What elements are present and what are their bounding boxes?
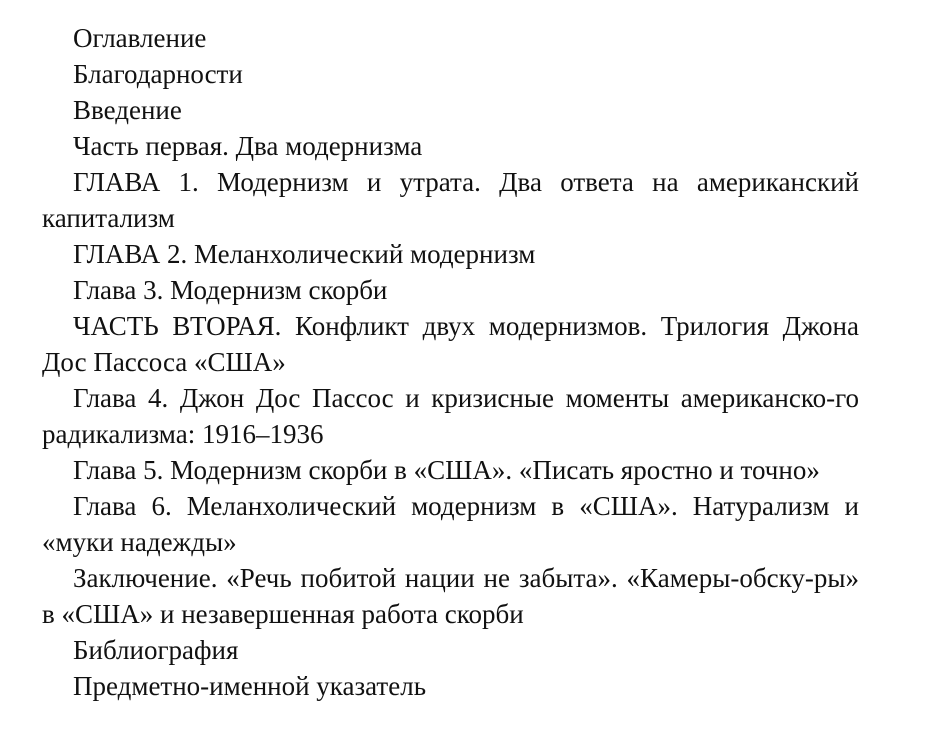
toc-entry-contents: Оглавление: [73, 23, 207, 53]
toc-entry-introduction: Введение: [73, 95, 182, 125]
toc-entry-chapter-3: Глава 3. Модернизм скорби: [73, 275, 388, 305]
toc-entry-part-one: Часть первая. Два модернизма: [73, 131, 423, 161]
toc-entry-chapter-5: Глава 5. Модернизм скорби в «США». «Писать яростно и точно»: [73, 455, 820, 485]
toc-entry-chapter-1: ГЛАВА 1. Модернизм и утрата. Два ответа на американский капитализм: [42, 167, 859, 233]
toc-entry-chapter-2: ГЛАВА 2. Меланхолический модернизм: [73, 239, 536, 269]
toc-entry-index: Предметно-именной указатель: [73, 671, 427, 701]
toc-entry-conclusion: Заключение. «Речь побитой нации не забыта». «Камеры-обску-ры» в «США» и незавершенная работа скорби: [42, 563, 859, 629]
toc-entry-acknowledgements: Благодарности: [73, 59, 243, 89]
toc-entry-bibliography: Библиография: [73, 635, 239, 665]
toc-entry-chapter-6: Глава 6. Меланхолический модернизм в «США». Натурализм и «муки надежды»: [42, 491, 859, 557]
toc-entry-part-two: ЧАСТЬ ВТОРАЯ. Конфликт двух модернизмов. Трилогия Джона Дос Пассоса «США»: [42, 311, 859, 377]
table-of-contents: [42, 20, 859, 704]
toc-entry-chapter-4: Глава 4. Джон Дос Пассос и кризисные моменты американско-го радикализма: 1916–1936: [42, 383, 859, 449]
